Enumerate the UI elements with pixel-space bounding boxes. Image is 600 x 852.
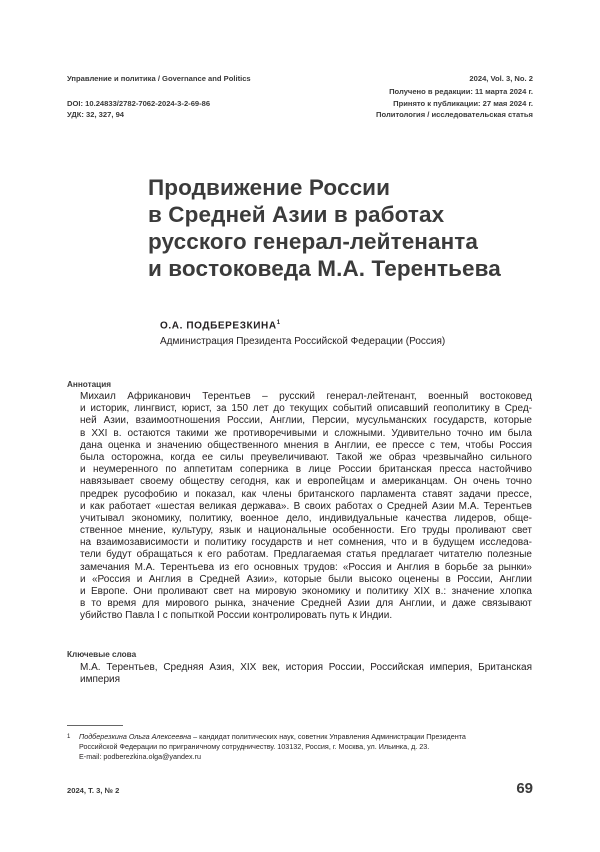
footnote-text: Российской Федерации по приграничному сотрудничеству. 103132, Россия, г. Москва, ул. Ильинка, д. 23. — [79, 742, 430, 751]
keywords-label: Ключевые слова — [67, 650, 137, 659]
accepted-date: Принято к публикации: 27 мая 2024 г. — [393, 99, 533, 108]
title-line: в Средней Азии в работах — [148, 202, 445, 227]
title-line: и востоковеда М.А. Терентьева — [148, 256, 501, 281]
abstract-line: и «Россия и Англия в Средней Азии», которые были высоко оценены в России, Англии — [80, 573, 532, 585]
abstract-line: ней Азии, взаимоотношения России, Англии, Персии, мусульманских государств, которые — [80, 415, 532, 427]
footnote-mark: 1 — [67, 734, 71, 740]
udc: УДК: 32, 327, 94 — [67, 110, 125, 119]
abstract-line: дана оценка и значению общественного мнения в Англии, ее прессе с тем, чтобы Россия — [80, 439, 532, 451]
abstract-line: в XXI в. остаются такими же противоречивыми и сложными. Удивительно точно им была — [80, 427, 532, 439]
abstract-line: замечания М.А. Терентьева из его основных трудов: «Россия и Англия в борьбе за рынки» — [80, 561, 532, 573]
abstract-body — [80, 391, 532, 623]
abstract-line: навязывает своему обществу сегодня, как и европейцам и американцам. Он очень точно — [80, 476, 532, 488]
abstract-line: в то время для мирового рынка, значение Средней Азии для Англии, и даже связывают — [80, 598, 532, 610]
abstract-line: была осторожна, когда ее силы преувеличивают. Такой же образ чрезвычайно сильного — [80, 451, 532, 463]
abstract-line: и историк, лингвист, юрист, за 150 лет до текущих событий описавший геополитику в Сред- — [80, 403, 532, 415]
abstract-line: предрек русофобию и показал, как члены британского парламента ставят задачи прессе, — [80, 488, 532, 500]
journal-name: Управление и политика / Governance and Politics — [67, 74, 251, 83]
abstract-line: на взаимозависимости и политику государств и нет сомнения, что и в будущем исследова- — [80, 537, 532, 549]
abstract-line: убийство Павла I с попыткой России контролировать путь к Индии. — [80, 610, 393, 622]
footnote-text: – кандидат политических наук, советник Управления Администрации Президента — [191, 732, 466, 741]
page-number: 69 — [516, 780, 533, 797]
author-name — [160, 320, 280, 331]
abstract-line: и неумеренного по аппетитам соперника в лице России британская пресса настойчиво — [80, 464, 532, 476]
author-affiliation: Администрация Президента Российской Федерации (Россия) — [160, 336, 446, 347]
footnote-author: Подберезкина Ольга Алексеевна — [79, 732, 192, 741]
article-title — [148, 174, 548, 282]
received-date: Получено в редакции: 11 марта 2024 г. — [389, 87, 533, 96]
title-line: русского генерал-лейтенанта — [148, 229, 479, 254]
volume-info: 2024, Vol. 3, No. 2 — [469, 74, 533, 83]
abstract-line: и как работает «шестая великая держава». В своих работах о Средней Азии М.А. Терентьев — [80, 500, 532, 512]
abstract-label: Аннотация — [67, 380, 112, 389]
keywords-line: империя — [80, 674, 120, 686]
abstract-line: ственное мнение, культуру, язык и национальные особенности. Его труды проливают свет — [80, 525, 532, 537]
abstract-line: и Европе. Они проливают свет на мировую экономику и политику XIX в.: значение хлопка — [80, 586, 532, 597]
issue-info: 2024, Т. 3, № 2 — [67, 786, 120, 795]
abstract-line: Михаил Африканович Терентьев – русский генерал-лейтенант, военный востоковед — [80, 391, 532, 402]
keywords-body — [80, 662, 532, 686]
author-footnote-mark: 1 — [276, 320, 281, 326]
footnote-email: E-mail: podberezkina.olga@yandex.ru — [79, 752, 201, 761]
footnote — [67, 732, 533, 762]
doi: DOI: 10.24833/2782-7062-2024-3-2-69-86 — [67, 99, 211, 108]
author-name-text: О.А. ПОДБЕРЕЗКИНА — [160, 320, 277, 332]
title-line: Продвижение России — [148, 175, 391, 200]
article-category: Политология / исследовательская статья — [376, 110, 533, 119]
abstract-line: учитывал экономику, политику, военное дело, индивидуальные качества лидеров, обще- — [80, 512, 532, 524]
footnote-divider — [67, 725, 123, 726]
keywords-line: М.А. Терентьев, Средняя Азия, XIX век, история России, Российская империя, Британская — [80, 662, 532, 673]
abstract-line: тели будут обращаться к его работам. Предлагаемая статья предлагает читателю полезные — [80, 549, 532, 561]
